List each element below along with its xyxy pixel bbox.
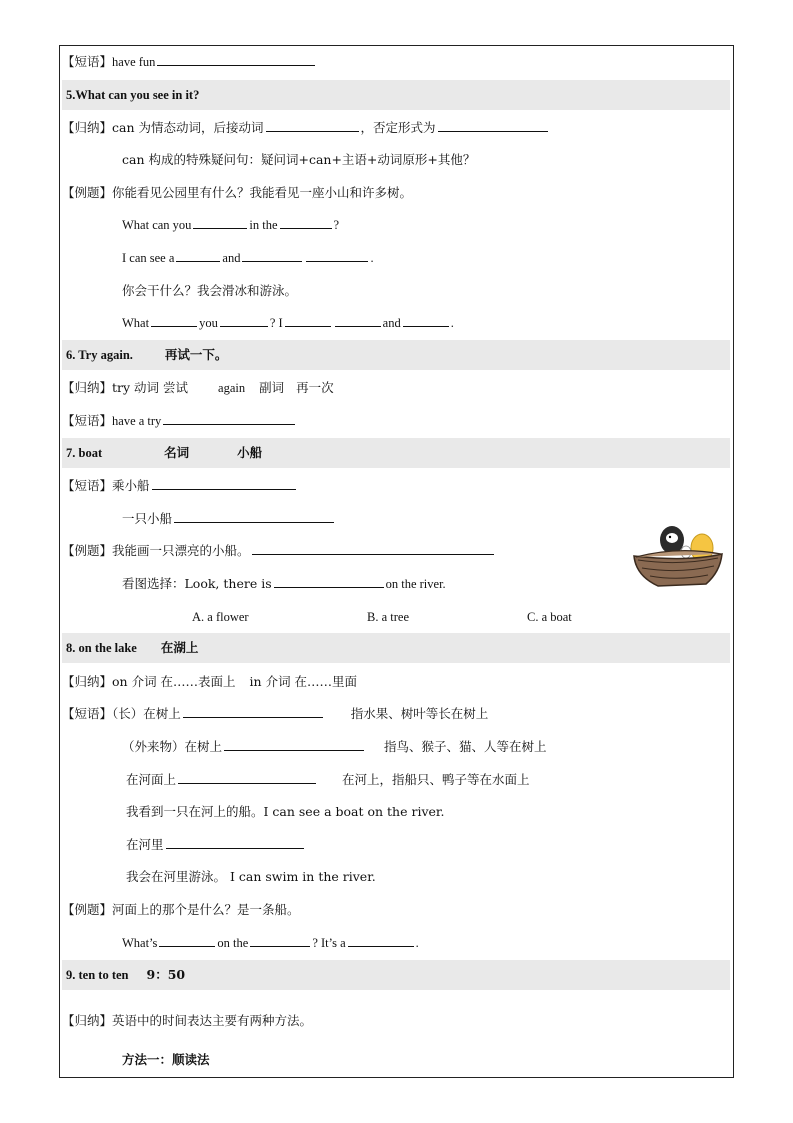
example-text: 你能看见公园里有什么？我能看见一座小山和许多树。 [112, 185, 413, 200]
phrase-text: 一只小船 [122, 511, 173, 526]
tag-label: 【归纳】 [62, 380, 113, 395]
sentence-part: ? [333, 218, 340, 232]
example-text: 你会干什么？我会滑冰和游泳。 [122, 283, 298, 298]
penguin-eye [669, 536, 671, 538]
answer-blank[interactable] [335, 311, 381, 327]
phrase-in-river [62, 832, 730, 858]
answer-blank[interactable] [252, 539, 494, 555]
sentence-part: . [450, 316, 454, 330]
summary-text: 英语中的时间表达主要有两种方法。 [112, 1013, 313, 1028]
section-6-header [62, 340, 730, 370]
method-one [62, 1047, 730, 1073]
answer-blank[interactable] [224, 735, 364, 751]
phrase-note: 指水果、树叶等长在树上 [350, 706, 489, 721]
summary-question-form [62, 147, 730, 173]
example-what-on-river [62, 897, 730, 923]
answer-blank[interactable] [159, 931, 215, 947]
answer-blank[interactable] [163, 409, 295, 425]
answer-blank[interactable] [348, 931, 414, 947]
option-b[interactable]: B. a tree [367, 610, 409, 624]
answer-blank[interactable] [250, 931, 310, 947]
summary-time-expression [62, 1008, 730, 1034]
phrase-note: 指鸟、猴子、猫、人等在树上 [384, 739, 547, 754]
question-text: on the river. [385, 577, 446, 591]
summary-text: 再一次 [296, 380, 334, 395]
section-title: 8. on the lake [66, 641, 137, 655]
summary-on-in [62, 669, 730, 695]
sentence-part: What can you [122, 218, 192, 232]
summary-text: again [218, 381, 246, 395]
example-sentence-3 [62, 310, 730, 336]
example-sentence-2 [62, 245, 730, 271]
method-title: 方法一：顺读法 [122, 1052, 210, 1067]
sentence-part: in the [249, 218, 278, 232]
answer-blank[interactable] [193, 213, 247, 229]
phrase-have-fun [62, 49, 730, 75]
summary-text: can 为情态动词，后接动词 [112, 120, 264, 135]
sentence-part: . [415, 936, 419, 950]
sentence-part: ? It’s a [312, 936, 346, 950]
sentence-part: and [222, 251, 241, 265]
answer-blank[interactable] [174, 507, 334, 523]
phrase-text: （长）在树上 [112, 706, 181, 721]
sentence-part: I can see a [122, 251, 175, 265]
summary-text: on 介词 在……表面上 [112, 674, 236, 689]
phrase-text: 乘小船 [112, 478, 150, 493]
boat-with-two-animals-illustration [628, 516, 724, 602]
phrase-note: 在河上，指船只、鸭子等在水面上 [342, 772, 530, 787]
answer-blank[interactable] [280, 213, 332, 229]
sentence-part: on the [217, 936, 249, 950]
answer-blank[interactable] [285, 311, 331, 327]
answer-blank[interactable] [152, 474, 296, 490]
answer-blank[interactable] [438, 116, 548, 132]
section-7-header [62, 438, 730, 468]
tag-label: 【短语】 [62, 413, 113, 428]
sentence-part: What [122, 316, 150, 330]
section-pos: 名词 [164, 445, 190, 460]
tag-label: 【归纳】 [62, 1013, 113, 1028]
answer-blank[interactable] [266, 116, 359, 132]
summary-text: can 构成的特殊疑问句：疑问词+can+主语+动词原形+其他？ [122, 152, 476, 167]
sentence-part: you [199, 316, 218, 330]
phrase-have-a-try [62, 408, 730, 434]
phrase-in-tree-foreign [62, 734, 730, 760]
phrase-text: have a try [112, 414, 162, 428]
example-text: 我看到一只在河上的船。I can see a boat on the river. [126, 804, 445, 819]
example-text: 我能画一只漂亮的小船。 [112, 543, 250, 558]
phrase-in-tree-grow [62, 701, 730, 727]
example-text: 我会在河里游泳。 I can swim in the river. [126, 869, 376, 884]
section-5-header [62, 80, 730, 110]
phrase-by-boat [62, 473, 730, 499]
summary-try [62, 375, 730, 401]
tag-label: 【短语】 [62, 706, 113, 721]
question-text: 看图选择：Look, there is [122, 576, 272, 591]
tag-label: 【短语】 [62, 478, 113, 493]
example-text: 河面上的那个是什么？是一条船。 [112, 902, 300, 917]
tag-label: 【例题】 [62, 543, 113, 558]
section-9-header [62, 960, 730, 990]
example-sentence-1 [62, 212, 730, 238]
phrase-text: have fun [112, 55, 156, 69]
tag-label: 【例题】 [62, 902, 113, 917]
answer-blank[interactable] [157, 50, 315, 66]
example-boat-river [62, 799, 730, 825]
sentence-part: and [382, 316, 401, 330]
section-meaning: 小船 [237, 445, 263, 460]
sentence-part: ? I [269, 316, 283, 330]
answer-blank[interactable] [176, 246, 220, 262]
tag-label: 【例题】 [62, 185, 113, 200]
phrase-text: 在河面上 [126, 772, 177, 787]
section-title: 5.What can you see in it? [66, 88, 200, 102]
option-a[interactable]: A. a flower [192, 610, 249, 624]
choice-options [62, 604, 730, 630]
phrase-text: （外来物）在树上 [122, 739, 223, 754]
section-title: 9. ten to ten [66, 968, 129, 982]
tag-label: 【归纳】 [62, 120, 113, 135]
answer-blank[interactable] [274, 572, 384, 588]
answer-blank[interactable] [151, 311, 197, 327]
example-sentence-4 [62, 930, 730, 956]
sentence-part: What’s [122, 936, 158, 950]
tag-label: 【短语】 [62, 54, 113, 69]
section-meaning: 在湖上 [160, 640, 199, 655]
answer-blank[interactable] [242, 246, 302, 262]
example-skate [62, 278, 730, 304]
summary-text: 副词 [259, 380, 285, 395]
tag-label: 【归纳】 [62, 674, 113, 689]
example-park [62, 180, 730, 206]
section-8-header [62, 633, 730, 663]
answer-blank[interactable] [306, 246, 368, 262]
section-time: 9：50 [146, 967, 186, 982]
section-meaning: 再试一下。 [164, 347, 228, 362]
option-c[interactable]: C. a boat [527, 610, 572, 624]
answer-blank[interactable] [183, 702, 323, 718]
section-title: 6. Try again. [66, 348, 133, 362]
answer-blank[interactable] [166, 833, 304, 849]
summary-text: ，否定形式为 [360, 120, 436, 135]
section-title: 7. boat [66, 446, 103, 460]
answer-blank[interactable] [220, 311, 268, 327]
answer-blank[interactable] [403, 311, 449, 327]
phrase-text: 在河里 [126, 837, 164, 852]
summary-can [62, 115, 730, 141]
penguin-face [666, 533, 678, 543]
phrase-on-river [62, 767, 730, 793]
example-swim-river [62, 864, 730, 890]
summary-text: try 动词 尝试 [112, 380, 189, 395]
sentence-part: . [370, 251, 374, 265]
answer-blank[interactable] [178, 768, 316, 784]
summary-text: in 介词 在……里面 [249, 674, 358, 689]
